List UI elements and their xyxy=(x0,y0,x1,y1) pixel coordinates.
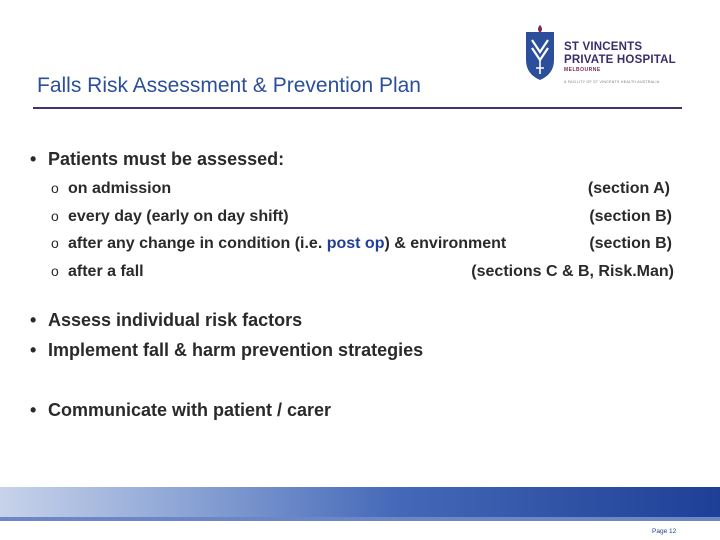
hospital-logo xyxy=(522,24,692,84)
footer-line xyxy=(0,517,720,521)
slide-title: Falls Risk Assessment & Prevention Plan xyxy=(37,74,421,97)
bullet-dot-icon: • xyxy=(30,310,37,330)
bullet-dot-icon: • xyxy=(30,340,37,360)
title-divider xyxy=(33,107,682,109)
footer-band xyxy=(0,487,720,517)
bullet-dot-icon: • xyxy=(30,149,37,169)
subitem-emphasis: post op xyxy=(326,235,385,252)
subitem-after-fall xyxy=(51,263,144,281)
subitem-admission xyxy=(51,180,171,198)
logo-tagline: A FACILITY OF ST VINCENTS HEALTH AUSTRALIA xyxy=(564,80,660,84)
subitem-text-after: ) & environment xyxy=(384,235,507,252)
subitem-text: after a fall xyxy=(68,263,144,280)
hollow-circle-bullet-icon: o xyxy=(51,180,59,196)
subitem-ref: (section A) xyxy=(587,180,670,197)
bullet-text: Implement fall & harm prevention strategies xyxy=(48,340,424,360)
subitem-daily xyxy=(51,208,289,226)
subitem-ref: (section B) xyxy=(589,208,672,225)
bullet-text: Communicate with patient / carer xyxy=(48,400,332,420)
subitem-change-condition xyxy=(51,235,506,253)
bullet-dot-icon: • xyxy=(30,400,37,420)
hollow-circle-bullet-icon: o xyxy=(51,235,59,251)
subitem-text: every day (early on day shift) xyxy=(68,208,289,225)
bullet-text: Assess individual risk factors xyxy=(48,310,303,330)
subitem-text: on admission xyxy=(68,180,172,197)
bullet-prevention-strategies xyxy=(30,340,423,361)
page-number: Page 12 xyxy=(652,528,677,535)
logo-name-line2: PRIVATE HOSPITAL xyxy=(564,54,676,66)
subitem-ref: (sections C & B, Risk.Man) xyxy=(471,263,674,280)
logo-name-line1: ST VINCENTS xyxy=(564,41,643,53)
subitem-text: after any change in condition (i.e. xyxy=(68,235,327,252)
hollow-circle-bullet-icon: o xyxy=(51,208,59,224)
hollow-circle-bullet-icon: o xyxy=(51,263,59,279)
subitem-ref: (section B) xyxy=(589,235,672,252)
bullet-risk-factors xyxy=(30,310,302,331)
logo-name-line3: MELBOURNE xyxy=(564,67,601,73)
st-vincents-emblem-icon xyxy=(522,24,558,82)
bullet-text: Patients must be assessed: xyxy=(48,149,285,169)
bullet-assessment xyxy=(30,149,284,170)
bullet-communicate xyxy=(30,400,331,421)
